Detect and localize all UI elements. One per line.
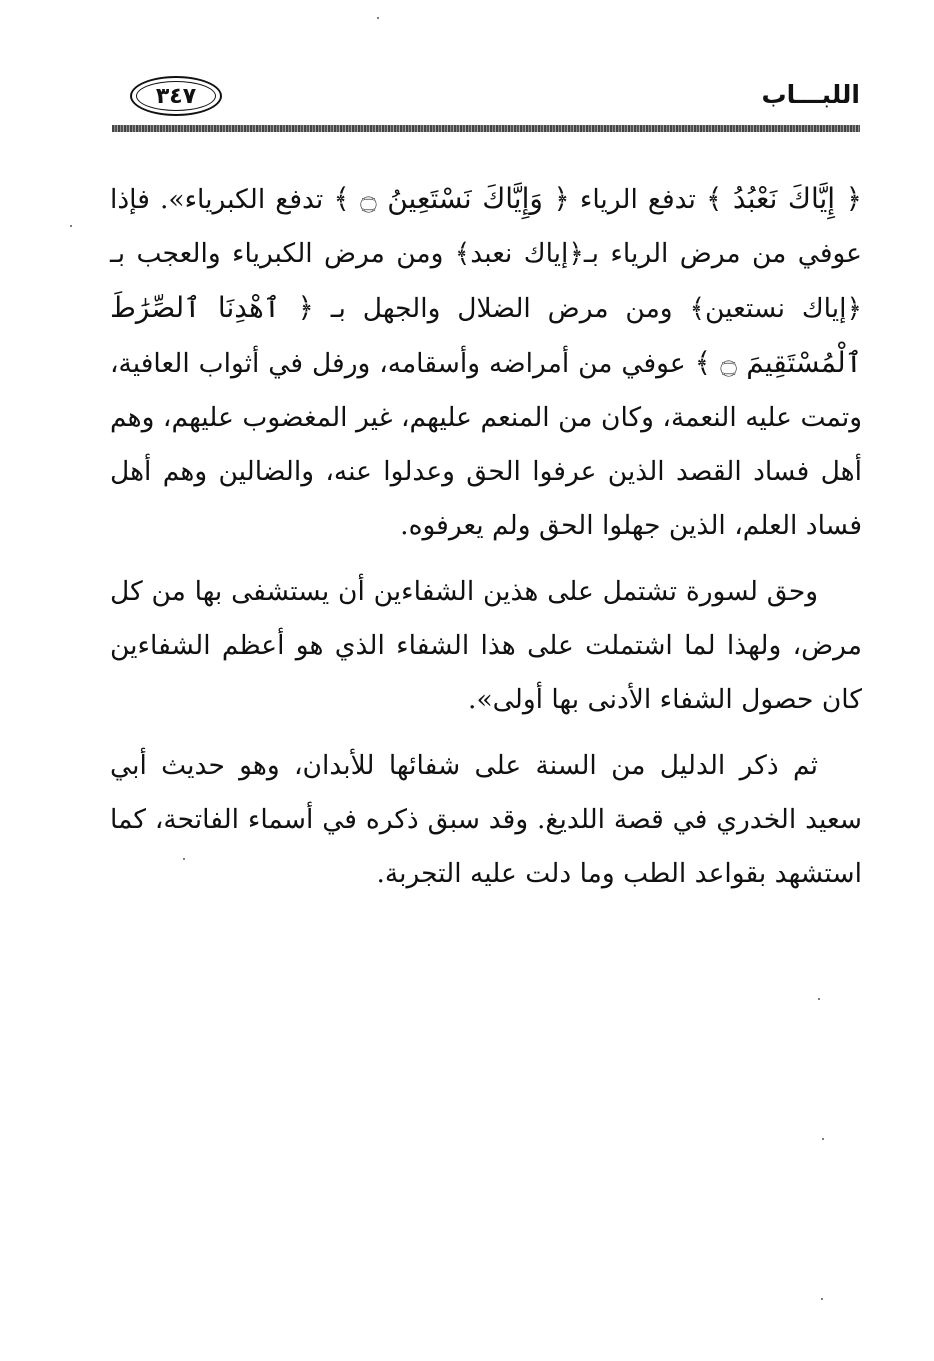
- quran-verse-1: ﴿ إِيَّاكَ نَعْبُدُ ﴾: [705, 182, 862, 215]
- paragraph-1-text-c: عوفي من أمراضه وأسقامه، ورفل في أثواب العافية، وتمت عليه النعمة، وكان من المنعم عليهم، غير المغضوب عليهم، وهم أهل فساد القصد الذين عرفوا الحق وعدلوا عنه، والضالين وهم أهل فساد العلم، الذين جهلوا الحق ولم يعرفوه.: [110, 348, 862, 541]
- quran-verse-2: ﴿ وَإِيَّاكَ نَسْتَعِينُ ۝ ﴾: [333, 182, 570, 215]
- paragraph-3: ثم ذكر الدليل من السنة على شفائها للأبدان، وهو حديث أبي سعيد الخدري في قصة اللديغ. وقد سبق ذكره في أسماء الفاتحة، كما استشهد بقواعد الطب وما دلت عليه التجربة.: [110, 750, 862, 889]
- paragraph-1-text-b: تدفع الكبرياء». فإذا عوفي من مرض الرياء بـ﴿إياك نعبد﴾ ومن مرض الكبرياء والعجب بـ ﴿إياك نستعين﴾ ومن مرض الضلال والجهل بـ: [110, 184, 863, 324]
- scan-speck: [183, 858, 185, 860]
- quran-verse-3: ﴿ ٱهْدِنَا ٱلصِّرَٰطَ ٱلْمُسْتَقِيمَ ۝ ﴾: [110, 291, 863, 379]
- page-number: ٣٤٧: [155, 83, 197, 109]
- header-rule: [112, 125, 860, 132]
- scan-speck: [818, 998, 820, 1000]
- paragraph-2: وحق لسورة تشتمل على هذين الشفاءين أن يستشفى بها من كل مرض، ولهذا لما اشتملت على هذا الشفاء الذي هو أعظم الشفاءين كان حصول الشفاء الأدنى بها أولى».: [110, 576, 862, 715]
- page-header: [112, 74, 860, 122]
- scan-speck: [70, 225, 72, 227]
- scan-speck: [821, 1298, 823, 1300]
- body-text: [110, 172, 862, 913]
- paragraph-1: [110, 172, 862, 553]
- paragraph-1-text-a: تدفع الرياء: [569, 184, 706, 215]
- scan-speck: [377, 17, 379, 19]
- running-head: اللبـــاب: [761, 80, 860, 109]
- page-number-oval: [130, 76, 222, 116]
- scan-speck: [822, 1138, 824, 1140]
